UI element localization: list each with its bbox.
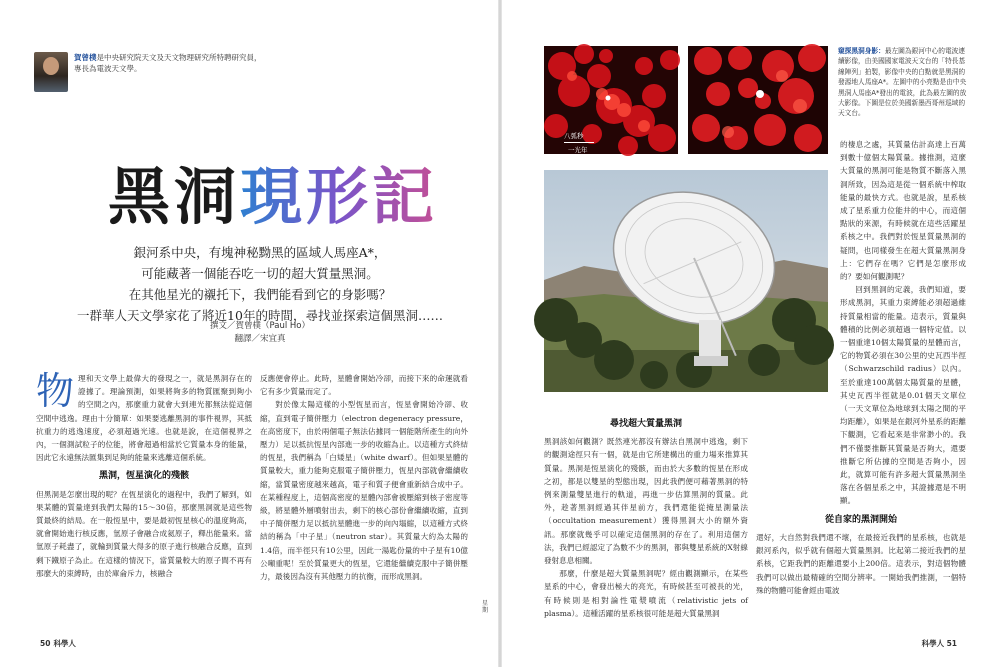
byline — [160, 320, 360, 346]
paragraph: 回到黑洞的定義，我們知道，要形成黑洞，其重力束縛能必須超過維持質量相當的能量。這表示，質量與體積的比例必須超過一個特定值。以一個重達10個太陽質量的星體而言，它的物質必須在30公里的史瓦西半徑（Schwarzschild radius）以內。至於重達100萬個太陽質量的星體，其史瓦西半徑就是0.01個天文單位（一天文單位為地球到太陽之間的平均距離），如果是在銀河外星系的距離下觀測，它看起來是非常渺小的。我們不僅要推斷其質量是否夠大，還要推斷它所佔據的空間是否夠小，因此，就算可能有許多超大質量黑洞坐落在各個星系之中，其證據還是不明顯。 — [840, 285, 966, 506]
paragraph: 的棲息之處，其質量估計高達上百萬到數十億個太陽質量。據推測，這麼大質量的黑洞可能是物質不斷落入黑洞所致，因為這是從一個系統中榨取能量的最快方式。也就是說，星系核成了星系重力位能井的中心，而這個點狀的來源，有時候就在這些活躍星系核之中。我們對於恆星質量黑洞的疑問，也同樣發生在超大質量黑洞身上：它們存在嗎？它們是怎麼形成的？要如何觀測呢？ — [840, 140, 966, 282]
scale-bar — [564, 142, 594, 143]
lede-line-4: 一群華人天文學家花了將近10年的時間，尋找並探索這個黑洞…… — [77, 308, 443, 323]
caption-text: 最左圖為銀河中心的電波連續影像，由美國國家電波天文台的「特長基線陣列」拍製，影像中央的白點就是黑洞的發源地人馬座A*。左圖中的小亮點是由中央黑洞人馬座A*發出的電波，此為最左圖的放大影像。下圖是位於美國新墨西哥州巡域的天文台。 — [838, 47, 967, 118]
lede-line-2: 可能藏著一個能吞吃一切的超大質量黑洞。 — [141, 266, 379, 281]
vertical-label: 星期 — [482, 600, 489, 614]
intro-text: 理和天文學上最偉大的發現之一，就是黑洞存在的證據了。理論預測，如果將夠多的物質匯聚到夠小的空間之內，那麼重力就會大到連光都無法從這個空間中逃逸。理由十分簡單：如果要逃離黑洞的事件視界，其抵抗重力的逃逸速度，必須超過光速。也就是說，在這個視界之內，一個測試粒子的位能，將會超過相當於它質量本身的能量，因此它永遠無法匯集到足夠的能量來逃離這個系統。 — [36, 374, 252, 463]
lede — [60, 242, 460, 326]
right-page — [502, 0, 1000, 667]
author-photo — [34, 52, 68, 92]
right-column-2 — [756, 138, 966, 636]
left-column-1 — [36, 369, 252, 642]
paragraph: 對於像太陽這樣的小型恆星而言，恆星會開始冷卻、收縮，直到電子簡併壓力（electron degeneracy pressure，在高密度下，由於兩個電子無法佔據同一個能階所產生的向外壓力）足以抵抗恆星內部進一步的收縮為止。以這種方式終結的恆星，我們稱為「白矮星」（white dwarf）。但如果星體的質量較大，重力能夠克服電子簡併壓力，恆星內部就會繼續收縮，當質量密度越來越高，電子和質子便會重新結合成中子。在某種程度上，這個高密度的星體內部會被壓縮到核子密度等級，將星體外層噴射出去，剩下的核心部份會繼續收縮，直到中子簡併壓力足以抵抗星體進一步的向內塌縮，以這種方式終結的稱為「中子星」（neutron star）。其質量大約為太陽的1.4倍，而半徑只有10公里，因此一湯匙份量的中子星有10億公噸重呢！至於質量更大的恆星，它還能繼續克服中子簡併壓力，最後因為沒有其他壓力的抗衡，而形成黑洞。 — [260, 400, 468, 582]
subhead-supermassive: 尋找超大質量黑洞 — [609, 419, 682, 429]
subhead-stellar-remnant: 黑洞，恆星演化的殘骸 — [98, 471, 189, 482]
author-name: 賀曾樸 — [74, 53, 97, 62]
lede-line-3: 在其他星光的襯托下，我們能看到它的身影嗎？ — [128, 287, 392, 302]
paragraph: 還好，大自然對我們還不壞，在最接近我們的星系核，也就是銀河系內，似乎就有個超大質量黑洞。比起第二接近我們的星系核，它距我們的距離還要小上200倍。這表示，對這個物體我們可以做出最精確的空間分辨率。一開始我們推測，一個特殊的物體可能會經由電波 — [756, 532, 966, 595]
lede-line-1: 銀河系中央，有塊神秘黝黑的區域人馬座A*， — [133, 245, 387, 260]
folio-left — [40, 638, 76, 649]
paragraph: 但黑洞是怎麼出現的呢？在恆星演化的過程中，我們了解到，如果某體的質量達到我們太陽的15～30倍，那麼黑洞就是這些物質最終的結局。在一般恆星中，要是最初恆星核心的溫度夠高，就會開始進行核反應，氫原子會融合成氦原子，釋出能量來。當氫原子耗盡了，就輪到質量大得多的原子進行核融合反應，直到剩下鐵原子為止。在這樣的情況下，當質量較大的原子間不再有那麼大的束縛時，由於庫侖斥力，核融合 — [36, 489, 252, 578]
author-bio-text: 是中央研究院天文及天文物理研究所特聘研究員，專長為電波天文學。 — [74, 53, 262, 73]
right-column-1 — [544, 419, 748, 636]
left-page — [0, 0, 498, 667]
page-number: 50 — [40, 639, 51, 648]
scale-sublabel: 一光年 — [568, 146, 588, 154]
paragraph: 黑洞該如何觀測？既然連光都沒有辦法自黑洞中逃逸，剩下的觀測途徑只有一個，就是由它所建構出的重力場來推算其質量。黑洞是恆星演化的殘骸，而由於大多數的恆星在形成之初，都是以雙星的型態出現，因此我們便可藉著黑洞的特例來測量雙星進行的軌道，再進一步估算黑洞的質量。此外，趁著黑洞經過其伴星前方，我們還能從掩星測量法（occultation measurement）獲得黑洞大小的額外資訊。那麼就幾乎可以確定這個黑洞的存在了。利用這個方法，我們已經認定了為數不少的黑洞，都與雙星系統的X射線發射息息相關。 — [544, 437, 748, 566]
title-part1: 黑洞 — [108, 160, 241, 233]
intro-paragraph — [36, 369, 252, 464]
author-bio — [74, 52, 264, 74]
paragraph: 反應便會停止。此時，星體會開始冷卻，而接下來的命運就看它有多少質量而定了。 — [260, 374, 468, 397]
folio-right — [922, 638, 960, 649]
caption-lead: 窺探黑洞身影： — [838, 47, 885, 55]
byline-translator: 翻譯／宋宜真 — [234, 334, 286, 344]
byline-author: 撰文／賀曾樸（Paul Ho） — [210, 321, 310, 331]
title-part2: 現形記 — [240, 160, 439, 233]
dropcap: 物 — [36, 369, 75, 413]
left-column-2 — [260, 372, 468, 642]
article-title — [108, 160, 438, 234]
radio-image-wide — [544, 46, 678, 154]
magazine-name: 科學人 — [53, 639, 76, 648]
subhead-our-blackhole: 從自家的黑洞開始 — [824, 514, 897, 525]
page-number: 51 — [946, 639, 957, 648]
figure-caption — [838, 46, 968, 119]
scale-label: 八弧秒 — [564, 132, 584, 140]
magazine-name: 科學人 — [921, 639, 945, 648]
paragraph: 那麼，什麼是超大質量黑洞呢？經由觀測顯示，在某些星系的中心，會發出極大的亮光，有時候甚至可被長的光，有時候則是相對論性電漿噴流（relativistic jets of plasma）。這種活躍的星系核很可能是超大質量黑洞 — [544, 569, 748, 618]
